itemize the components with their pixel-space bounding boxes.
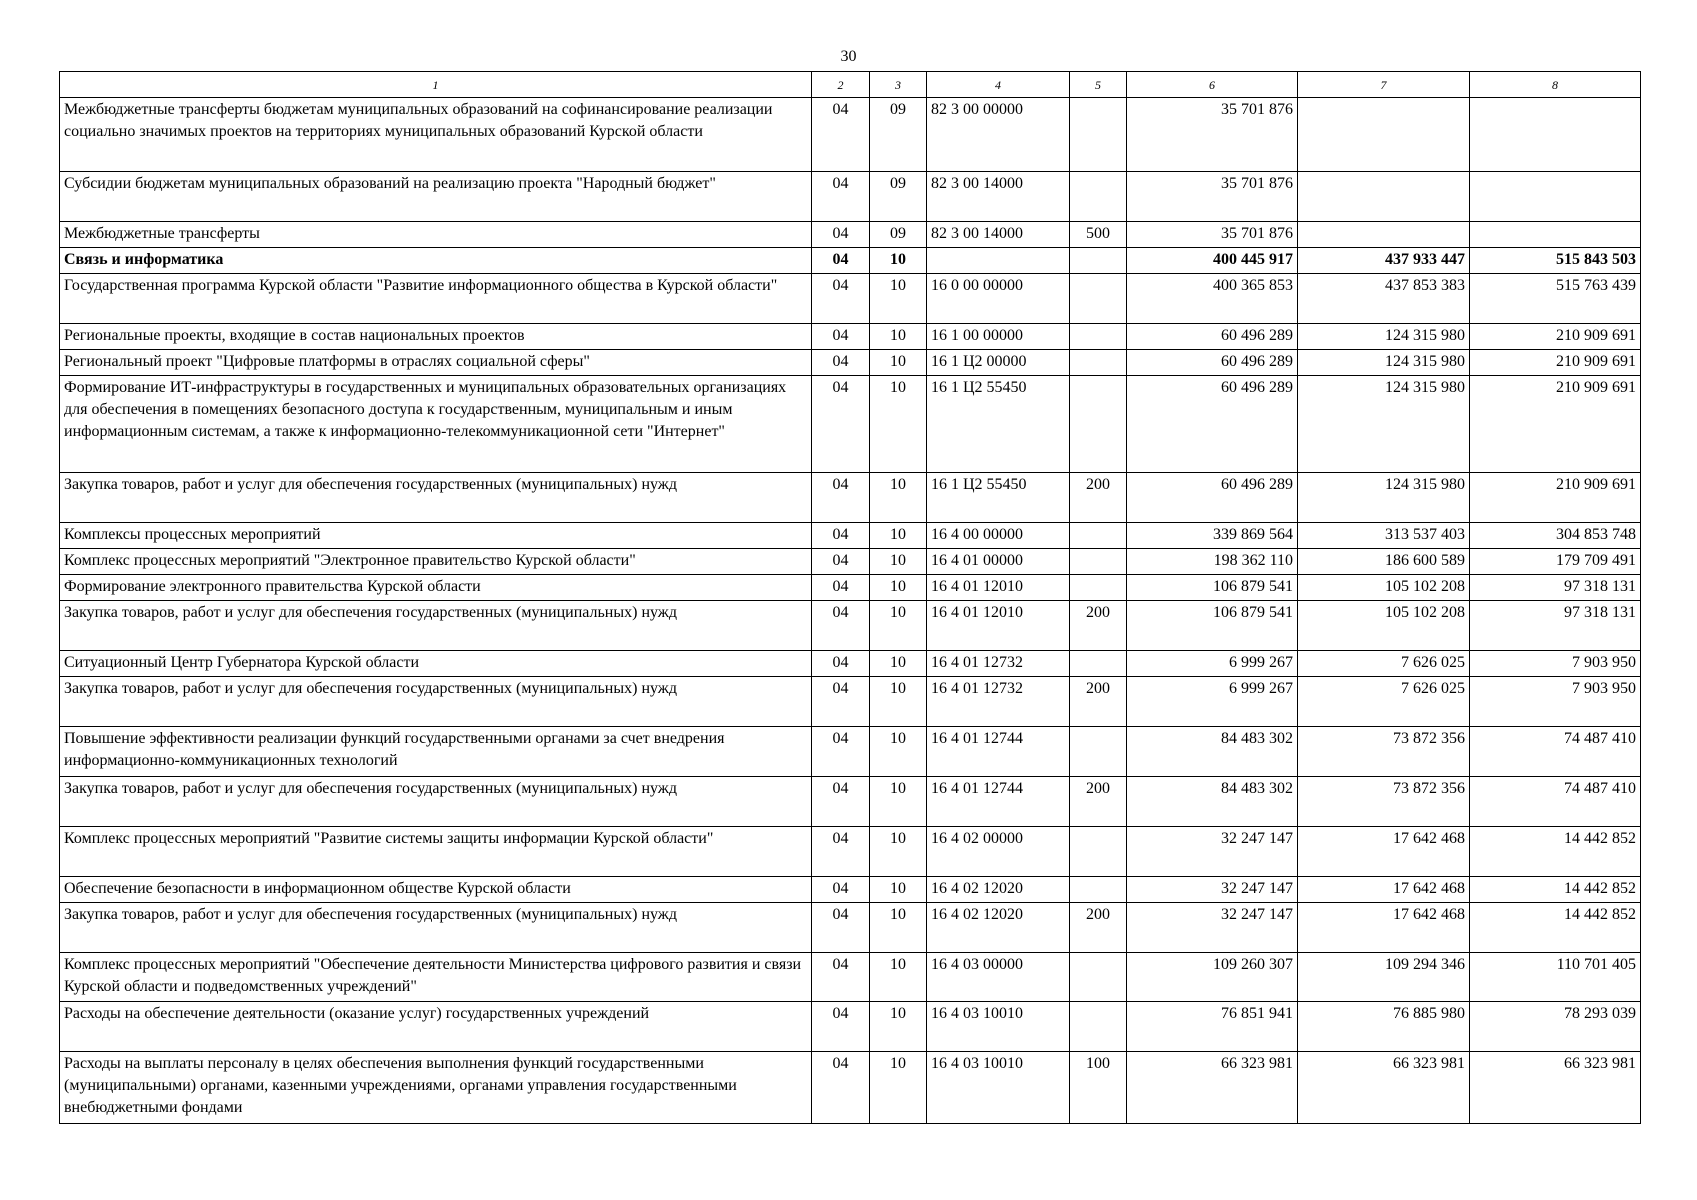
amount-col6-cell: 60 496 289 (1127, 473, 1298, 523)
target-article-cell: 16 1 Ц2 00000 (927, 350, 1070, 376)
row-name-cell: Комплекс процессных мероприятий "Обеспечение деятельности Министерства цифрового развития и связи Курской области и подведомственных учреждений" (60, 953, 812, 1002)
section-cell: 04 (812, 727, 870, 777)
table-row (60, 274, 1641, 324)
expense-type-cell: 100 (1070, 1052, 1127, 1124)
target-article-cell: 16 4 02 00000 (927, 827, 1070, 877)
table-body (60, 98, 1641, 1124)
amount-col8-cell: 210 909 691 (1470, 473, 1641, 523)
amount-col6-cell: 198 362 110 (1127, 549, 1298, 575)
table-row (60, 473, 1641, 523)
section-cell: 04 (812, 601, 870, 651)
amount-col6-cell: 60 496 289 (1127, 350, 1298, 376)
amount-col6-cell: 32 247 147 (1127, 877, 1298, 903)
amount-col8-cell (1470, 222, 1641, 248)
amount-col7-cell: 109 294 346 (1298, 953, 1470, 1002)
amount-col7-cell: 437 853 383 (1298, 274, 1470, 324)
subsection-cell: 10 (870, 651, 927, 677)
target-article-cell: 16 4 03 10010 (927, 1002, 1070, 1052)
column-header: 3 (870, 72, 927, 98)
amount-col8-cell: 66 323 981 (1470, 1052, 1641, 1124)
table-row (60, 222, 1641, 248)
section-cell: 04 (812, 953, 870, 1002)
row-name-cell: Закупка товаров, работ и услуг для обеспечения государственных (муниципальных) нужд (60, 473, 812, 523)
table-header-row (60, 72, 1641, 98)
amount-col6-cell: 106 879 541 (1127, 601, 1298, 651)
amount-col8-cell (1470, 98, 1641, 172)
amount-col7-cell: 124 315 980 (1298, 350, 1470, 376)
amount-col6-cell: 400 445 917 (1127, 248, 1298, 274)
amount-col6-cell: 339 869 564 (1127, 523, 1298, 549)
subsection-cell: 10 (870, 350, 927, 376)
table-row (60, 727, 1641, 777)
amount-col6-cell: 109 260 307 (1127, 953, 1298, 1002)
section-cell: 04 (812, 777, 870, 827)
expense-type-cell (1070, 549, 1127, 575)
expense-type-cell: 200 (1070, 677, 1127, 727)
amount-col6-cell: 84 483 302 (1127, 727, 1298, 777)
row-name-cell: Повышение эффективности реализации функций государственными органами за счет внедрения информационно-коммуникационных технологий (60, 727, 812, 777)
row-name-cell: Закупка товаров, работ и услуг для обеспечения государственных (муниципальных) нужд (60, 677, 812, 727)
amount-col8-cell: 74 487 410 (1470, 727, 1641, 777)
table-row (60, 575, 1641, 601)
subsection-cell: 10 (870, 575, 927, 601)
budget-table (59, 71, 1641, 1124)
target-article-cell: 82 3 00 14000 (927, 222, 1070, 248)
target-article-cell: 16 1 Ц2 55450 (927, 376, 1070, 473)
amount-col8-cell: 210 909 691 (1470, 376, 1641, 473)
target-article-cell: 16 4 01 12010 (927, 601, 1070, 651)
expense-type-cell (1070, 727, 1127, 777)
table-row (60, 827, 1641, 877)
amount-col6-cell: 32 247 147 (1127, 903, 1298, 953)
subsection-cell: 10 (870, 248, 927, 274)
amount-col8-cell: 7 903 950 (1470, 677, 1641, 727)
table-row (60, 1002, 1641, 1052)
row-name-cell: Межбюджетные трансферты (60, 222, 812, 248)
amount-col8-cell: 74 487 410 (1470, 777, 1641, 827)
amount-col7-cell: 313 537 403 (1298, 523, 1470, 549)
amount-col6-cell: 6 999 267 (1127, 677, 1298, 727)
amount-col8-cell: 210 909 691 (1470, 350, 1641, 376)
expense-type-cell (1070, 172, 1127, 222)
amount-col8-cell: 78 293 039 (1470, 1002, 1641, 1052)
target-article-cell: 16 4 01 12744 (927, 777, 1070, 827)
amount-col7-cell: 186 600 589 (1298, 549, 1470, 575)
column-header: 5 (1070, 72, 1127, 98)
target-article-cell: 16 4 01 12010 (927, 575, 1070, 601)
target-article-cell: 16 0 00 00000 (927, 274, 1070, 324)
amount-col7-cell (1298, 222, 1470, 248)
section-cell: 04 (812, 274, 870, 324)
row-name-cell: Государственная программа Курской области "Развитие информационного общества в Курской области" (60, 274, 812, 324)
table-row (60, 601, 1641, 651)
table-row (60, 172, 1641, 222)
subsection-cell: 10 (870, 324, 927, 350)
column-header: 1 (60, 72, 812, 98)
target-article-cell: 16 1 Ц2 55450 (927, 473, 1070, 523)
table-row (60, 777, 1641, 827)
row-name-cell: Обеспечение безопасности в информационном обществе Курской области (60, 877, 812, 903)
section-cell: 04 (812, 903, 870, 953)
target-article-cell: 16 4 02 12020 (927, 877, 1070, 903)
amount-col7-cell: 105 102 208 (1298, 601, 1470, 651)
subsection-cell: 10 (870, 549, 927, 575)
amount-col8-cell: 304 853 748 (1470, 523, 1641, 549)
subsection-cell: 10 (870, 523, 927, 549)
amount-col6-cell: 35 701 876 (1127, 172, 1298, 222)
column-header: 4 (927, 72, 1070, 98)
table-row (60, 324, 1641, 350)
section-cell: 04 (812, 172, 870, 222)
column-header: 6 (1127, 72, 1298, 98)
target-article-cell: 16 1 00 00000 (927, 324, 1070, 350)
subsection-cell: 10 (870, 727, 927, 777)
amount-col7-cell: 66 323 981 (1298, 1052, 1470, 1124)
subsection-cell: 10 (870, 274, 927, 324)
expense-type-cell (1070, 324, 1127, 350)
amount-col7-cell: 17 642 468 (1298, 903, 1470, 953)
row-name-cell: Расходы на обеспечение деятельности (оказание услуг) государственных учреждений (60, 1002, 812, 1052)
amount-col7-cell: 124 315 980 (1298, 473, 1470, 523)
amount-col7-cell (1298, 98, 1470, 172)
row-name-cell: Связь и информатика (60, 248, 812, 274)
page-number: 30 (840, 48, 857, 65)
amount-col8-cell: 14 442 852 (1470, 827, 1641, 877)
subsection-cell: 10 (870, 601, 927, 651)
expense-type-cell (1070, 953, 1127, 1002)
amount-col7-cell (1298, 172, 1470, 222)
expense-type-cell (1070, 248, 1127, 274)
row-name-cell: Межбюджетные трансферты бюджетам муниципальных образований на софинансирование реализации социально значимых проектов на территориях муниципальных образований Курской области (60, 98, 812, 172)
row-name-cell: Закупка товаров, работ и услуг для обеспечения государственных (муниципальных) нужд (60, 601, 812, 651)
table-row (60, 903, 1641, 953)
subsection-cell: 10 (870, 877, 927, 903)
amount-col8-cell: 7 903 950 (1470, 651, 1641, 677)
table-row (60, 651, 1641, 677)
target-article-cell: 16 4 01 12744 (927, 727, 1070, 777)
section-cell: 04 (812, 222, 870, 248)
amount-col6-cell: 6 999 267 (1127, 651, 1298, 677)
table-row (60, 98, 1641, 172)
subsection-cell: 10 (870, 677, 927, 727)
expense-type-cell (1070, 1002, 1127, 1052)
section-cell: 04 (812, 1052, 870, 1124)
expense-type-cell: 200 (1070, 601, 1127, 651)
row-name-cell: Региональные проекты, входящие в состав национальных проектов (60, 324, 812, 350)
amount-col8-cell: 110 701 405 (1470, 953, 1641, 1002)
expense-type-cell: 500 (1070, 222, 1127, 248)
expense-type-cell: 200 (1070, 777, 1127, 827)
table-row (60, 1052, 1641, 1124)
row-name-cell: Комплексы процессных мероприятий (60, 523, 812, 549)
section-cell: 04 (812, 350, 870, 376)
amount-col6-cell: 66 323 981 (1127, 1052, 1298, 1124)
section-cell: 04 (812, 376, 870, 473)
amount-col8-cell: 179 709 491 (1470, 549, 1641, 575)
amount-col6-cell: 60 496 289 (1127, 376, 1298, 473)
target-article-cell: 16 4 00 00000 (927, 523, 1070, 549)
subsection-cell: 09 (870, 222, 927, 248)
expense-type-cell (1070, 376, 1127, 473)
column-header: 8 (1470, 72, 1641, 98)
amount-col6-cell: 35 701 876 (1127, 98, 1298, 172)
column-header: 7 (1298, 72, 1470, 98)
subsection-cell: 10 (870, 1052, 927, 1124)
amount-col8-cell: 515 763 439 (1470, 274, 1641, 324)
subsection-cell: 10 (870, 953, 927, 1002)
amount-col7-cell: 7 626 025 (1298, 651, 1470, 677)
amount-col8-cell: 210 909 691 (1470, 324, 1641, 350)
amount-col8-cell: 14 442 852 (1470, 903, 1641, 953)
expense-type-cell (1070, 274, 1127, 324)
subsection-cell: 10 (870, 376, 927, 473)
expense-type-cell (1070, 877, 1127, 903)
amount-col7-cell: 437 933 447 (1298, 248, 1470, 274)
amount-col7-cell: 73 872 356 (1298, 777, 1470, 827)
row-name-cell: Закупка товаров, работ и услуг для обеспечения государственных (муниципальных) нужд (60, 777, 812, 827)
amount-col6-cell: 106 879 541 (1127, 575, 1298, 601)
target-article-cell: 16 4 01 00000 (927, 549, 1070, 575)
amount-col8-cell: 14 442 852 (1470, 877, 1641, 903)
amount-col6-cell: 400 365 853 (1127, 274, 1298, 324)
table-row (60, 953, 1641, 1002)
section-cell: 04 (812, 248, 870, 274)
amount-col8-cell: 515 843 503 (1470, 248, 1641, 274)
row-name-cell: Формирование электронного правительства Курской области (60, 575, 812, 601)
section-cell: 04 (812, 827, 870, 877)
subsection-cell: 10 (870, 1002, 927, 1052)
subsection-cell: 09 (870, 172, 927, 222)
target-article-cell: 16 4 03 10010 (927, 1052, 1070, 1124)
section-cell: 04 (812, 98, 870, 172)
amount-col7-cell: 76 885 980 (1298, 1002, 1470, 1052)
target-article-cell: 82 3 00 00000 (927, 98, 1070, 172)
row-name-cell: Региональный проект "Цифровые платформы в отраслях социальной сферы" (60, 350, 812, 376)
section-cell: 04 (812, 677, 870, 727)
amount-col6-cell: 84 483 302 (1127, 777, 1298, 827)
table-row (60, 677, 1641, 727)
expense-type-cell (1070, 523, 1127, 549)
expense-type-cell (1070, 651, 1127, 677)
expense-type-cell (1070, 827, 1127, 877)
subsection-cell: 10 (870, 777, 927, 827)
amount-col6-cell: 35 701 876 (1127, 222, 1298, 248)
row-name-cell: Ситуационный Центр Губернатора Курской области (60, 651, 812, 677)
target-article-cell: 82 3 00 14000 (927, 172, 1070, 222)
amount-col7-cell: 124 315 980 (1298, 324, 1470, 350)
table-row (60, 549, 1641, 575)
amount-col7-cell: 17 642 468 (1298, 877, 1470, 903)
table-row (60, 523, 1641, 549)
amount-col6-cell: 32 247 147 (1127, 827, 1298, 877)
target-article-cell: 16 4 03 00000 (927, 953, 1070, 1002)
amount-col8-cell (1470, 172, 1641, 222)
expense-type-cell (1070, 575, 1127, 601)
column-header: 2 (812, 72, 870, 98)
subsection-cell: 10 (870, 473, 927, 523)
amount-col7-cell: 124 315 980 (1298, 376, 1470, 473)
subsection-cell: 09 (870, 98, 927, 172)
amount-col7-cell: 17 642 468 (1298, 827, 1470, 877)
row-name-cell: Субсидии бюджетам муниципальных образований на реализацию проекта "Народный бюджет" (60, 172, 812, 222)
section-cell: 04 (812, 324, 870, 350)
row-name-cell: Расходы на выплаты персоналу в целях обеспечения выполнения функций государственными (муниципальными) органами, казенными учреждениями, органами управления государственными внебюджетными фондами (60, 1052, 812, 1124)
subsection-cell: 10 (870, 903, 927, 953)
row-name-cell: Комплекс процессных мероприятий "Электронное правительство Курской области" (60, 549, 812, 575)
table-row (60, 248, 1641, 274)
target-article-cell: 16 4 01 12732 (927, 677, 1070, 727)
expense-type-cell (1070, 350, 1127, 376)
section-cell: 04 (812, 877, 870, 903)
table-row (60, 877, 1641, 903)
subsection-cell: 10 (870, 827, 927, 877)
section-cell: 04 (812, 549, 870, 575)
expense-type-cell: 200 (1070, 903, 1127, 953)
target-article-cell: 16 4 02 12020 (927, 903, 1070, 953)
amount-col6-cell: 76 851 941 (1127, 1002, 1298, 1052)
target-article-cell (927, 248, 1070, 274)
row-name-cell: Комплекс процессных мероприятий "Развитие системы защиты информации Курской области" (60, 827, 812, 877)
table-row (60, 350, 1641, 376)
amount-col7-cell: 105 102 208 (1298, 575, 1470, 601)
section-cell: 04 (812, 575, 870, 601)
section-cell: 04 (812, 1002, 870, 1052)
amount-col8-cell: 97 318 131 (1470, 601, 1641, 651)
row-name-cell: Формирование ИТ-инфраструктуры в государственных и муниципальных образовательных организациях для обеспечения в помещениях безопасного доступа к государственным, муниципальным и иным информационным системам, а также к информационно-телекоммуникационной сети "Интернет" (60, 376, 812, 473)
amount-col6-cell: 60 496 289 (1127, 324, 1298, 350)
amount-col7-cell: 7 626 025 (1298, 677, 1470, 727)
section-cell: 04 (812, 523, 870, 549)
amount-col8-cell: 97 318 131 (1470, 575, 1641, 601)
row-name-cell: Закупка товаров, работ и услуг для обеспечения государственных (муниципальных) нужд (60, 903, 812, 953)
table-row (60, 376, 1641, 473)
section-cell: 04 (812, 473, 870, 523)
expense-type-cell: 200 (1070, 473, 1127, 523)
target-article-cell: 16 4 01 12732 (927, 651, 1070, 677)
section-cell: 04 (812, 651, 870, 677)
amount-col7-cell: 73 872 356 (1298, 727, 1470, 777)
expense-type-cell (1070, 98, 1127, 172)
